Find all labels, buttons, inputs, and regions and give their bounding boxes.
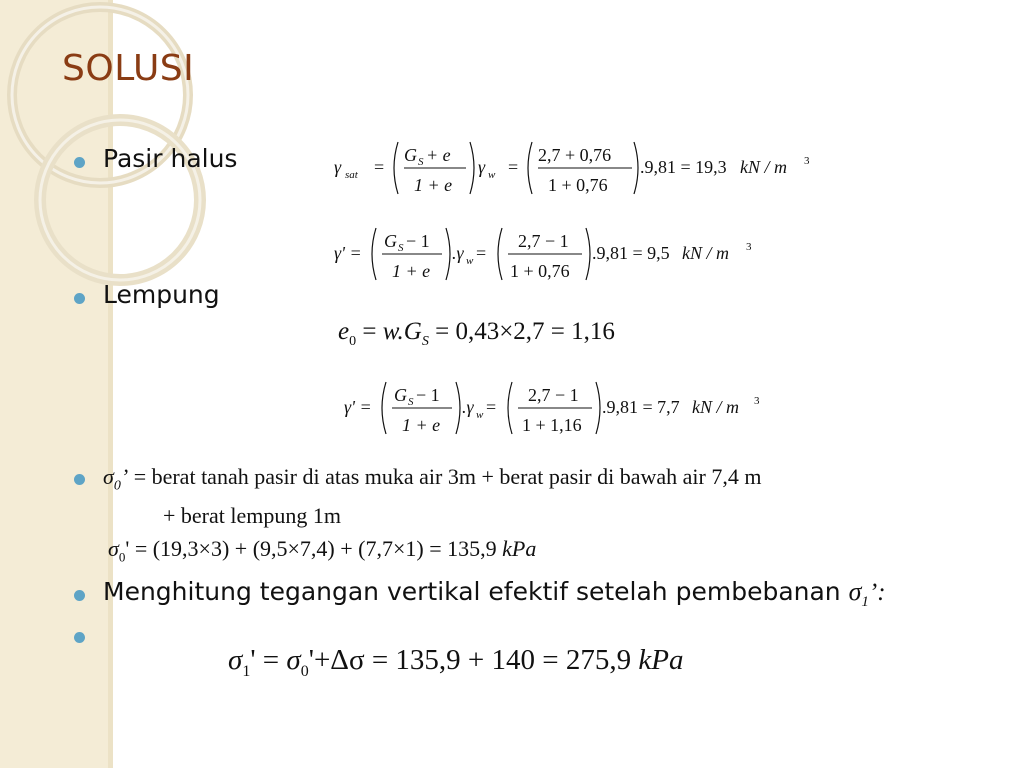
eq1-f1-num-rest: + e [426,145,451,165]
eq6-body: '+Δσ = 135,9 + 140 = 275,9 [308,644,632,676]
eq3-lhs-sub: 0 [349,334,357,349]
eq2-f1-den: 1 + e [392,261,431,281]
bullet-lempung: Lempung [103,280,220,309]
bullet-pasir-halus: Pasir halus [103,144,238,173]
eq1-unit: kN / m [740,157,787,177]
sigma0-prime: ’ [120,464,129,489]
eq5-unit: kPa [502,536,537,561]
eq2-gamma-w-sub: w [466,255,474,267]
eq1-f1-num-sub: S [418,156,424,168]
eq2-lhs: γ' = [334,243,362,263]
bullet-dot [74,293,85,304]
eq3-wgs: w.G [382,318,422,345]
eq1-f1-den: 1 + e [414,175,453,195]
sigma0-symbol: σ [103,464,114,489]
eq2-eq: = [476,243,487,263]
eq1-lhs: γ [334,157,342,177]
eq1-eq: = [374,157,385,177]
eq3-rest-b: = 0,43×2,7 = 1,16 [428,318,615,345]
slide-title: SOLUSI [62,48,195,89]
eq2-f2-den: 1 + 0,76 [510,261,570,281]
eq4-eq: = [486,397,497,417]
sigma0-description [103,462,983,531]
eq4-f2-num: 2,7 − 1 [528,385,579,405]
eq1-lhs-sub: sat [345,169,358,181]
bullet-dot [74,590,85,601]
eq1-f2-den: 1 + 0,76 [548,175,608,195]
eq6-s1-sub: 1 [242,662,251,680]
menghitung-text: Menghitung tegangan vertikal efektif setelah pembebanan [103,577,849,606]
eq4-gamma-w-sub: w [476,409,484,421]
sigma0-line2: + berat lempung 1m [163,503,341,529]
sigma0-sub: 0 [113,478,121,494]
eq4-f2-den: 1 + 1,16 [522,415,582,435]
bullet-dot [74,474,85,485]
equation-sigma1 [228,644,684,681]
eq6-unit: kPa [638,644,684,676]
eq6-mid: ' = [250,644,287,676]
eq2-f1-num: G [384,231,397,251]
eq6-s0: σ [286,644,301,676]
eq2-unit-sup: 3 [746,241,752,253]
eq5-body: ' = (19,3×3) + (9,5×7,4) + (7,7×1) = 135,9 [125,536,497,561]
eq4-f1-num-sub: S [408,396,414,408]
eq2-f2-num: 2,7 − 1 [518,231,569,251]
eq5-lhs-sub: 0 [118,549,126,565]
eq3-rest-a: = [356,318,383,345]
equation-gamma-prime-pasir [332,222,772,286]
equation-void-ratio [338,318,615,350]
menghitung-sigma: σ [848,577,862,606]
eq1-eq2: = [508,157,519,177]
eq1-f2-num: 2,7 + 0,76 [538,145,612,165]
eq2-f1-num-sub: S [398,242,404,254]
eq3-gs-sub: S [421,334,429,349]
eq2-unit: kN / m [682,243,729,263]
eq2-tail: .9,81 = 9,5 [592,243,670,263]
eq4-gamma-w: .γ [462,397,474,417]
eq4-lhs: γ' = [344,397,372,417]
eq5-lhs: σ [108,536,119,561]
equation-sigma0 [108,536,536,565]
bullet-dot [74,157,85,168]
eq4-tail: .9,81 = 7,7 [602,397,680,417]
menghitung-suffix: ’: [868,579,886,606]
equation-gamma-sat [332,136,822,200]
bullet-menghitung [103,577,886,611]
bullet-dot-empty [74,632,85,643]
eq1-tail: .9,81 = 19,3 [640,157,727,177]
eq4-f1-num: G [394,385,407,405]
eq4-unit: kN / m [692,397,739,417]
eq6-s0-sub: 0 [300,662,309,680]
eq4-unit-sup: 3 [754,395,760,407]
eq4-f1-den: 1 + e [402,415,441,435]
eq3-lhs: e [338,318,350,345]
eq4-f1-num-rest: − 1 [416,385,440,405]
eq1-gamma-w-sub: w [488,169,496,181]
sigma0-line1: = berat tanah pasir di atas muka air 3m + berat pasir di bawah air 7,4 m [128,464,762,489]
eq1-gamma-w: γ [478,157,486,177]
eq1-f1-num: G [404,145,417,165]
eq6-s1: σ [228,644,243,676]
eq2-f1-num-rest: − 1 [406,231,430,251]
eq2-gamma-w: .γ [452,243,464,263]
eq1-unit-sup: 3 [804,155,810,167]
equation-gamma-prime-lempung [342,376,782,440]
menghitung-sub: 1 [861,594,869,610]
